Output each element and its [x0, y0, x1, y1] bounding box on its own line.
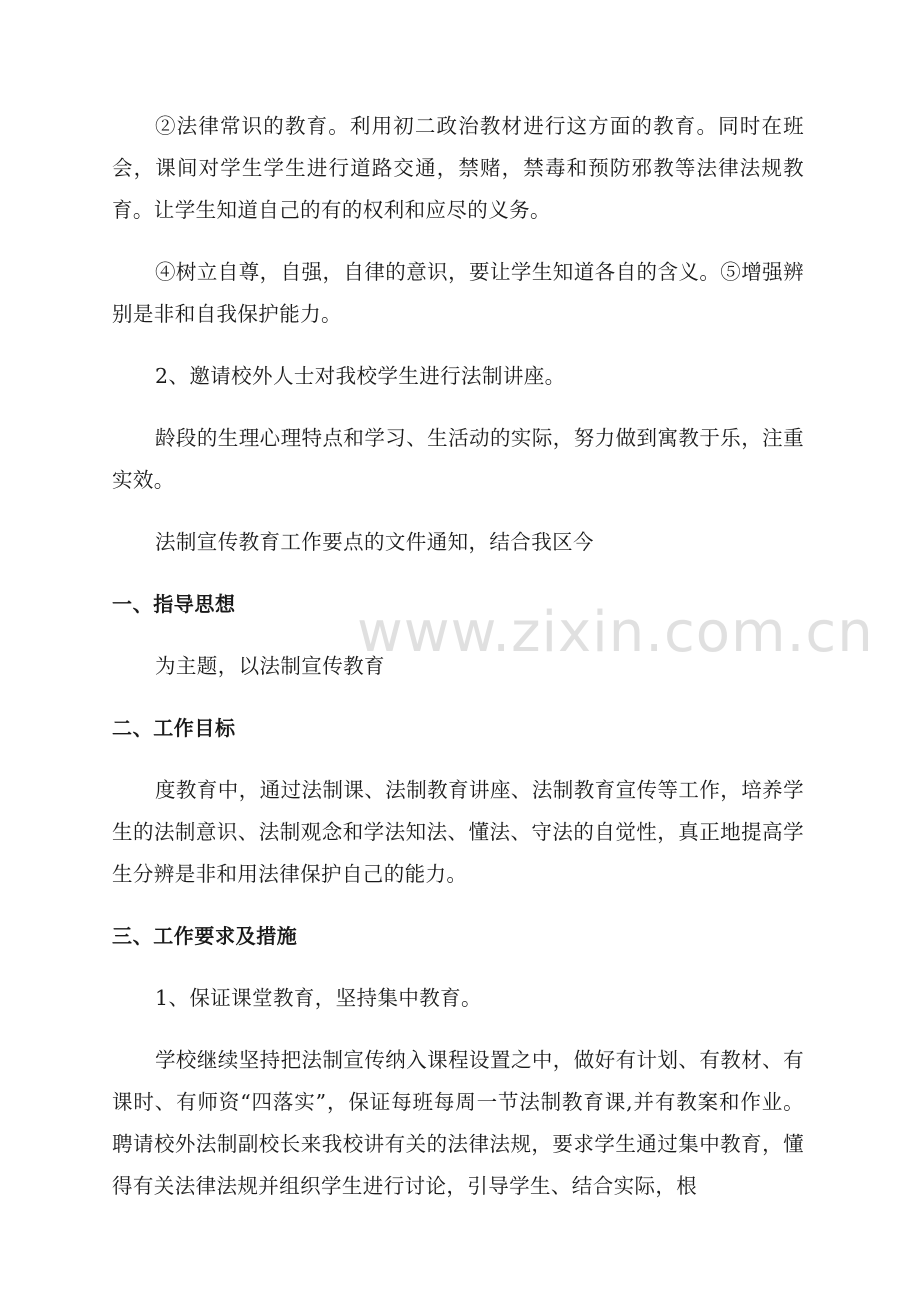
paragraph-notice: 法制宣传教育工作要点的文件通知，结合我区今 — [155, 530, 594, 554]
heading-work-goals: 二、工作目标 — [112, 716, 236, 740]
paragraph-invite-lectures: 2、邀请校外人士对我校学生进行法制讲座。 — [155, 364, 566, 388]
paragraph-legal-knowledge: ②法律常识的教育。利用初二政治教材进行这方面的教育。同时在班会，课间对学生学生进行道路交通，禁赌，禁毒和预防邪教等法律法规教育。让学生知道自己的有的权利和应尽的义务。 — [112, 114, 804, 222]
paragraph-theme: 为主题，以法制宣传教育 — [155, 654, 385, 678]
paragraph-goals: 度教育中，通过法制课、法制教育讲座、法制教育宣传等工作，培养学生的法制意识、法制观念和学法知法、懂法、守法的自觉性，真正地提高学生分辨是非和用法律保护自己的能力。 — [112, 778, 804, 886]
paragraph-age-characteristics: 龄段的生理心理特点和学习、生活动的实际，努力做到寓教于乐，注重实效。 — [112, 426, 804, 492]
watermark: www.zixin.com.cn — [357, 600, 874, 665]
heading-requirements: 三、工作要求及措施 — [112, 924, 298, 948]
paragraph-self-respect: ④树立自尊，自强，自律的意识，要让学生知道各自的含义。⑤增强辨别是非和自我保护能力。 — [112, 260, 804, 326]
heading-guiding-ideology: 一、指导思想 — [112, 592, 236, 616]
paragraph-classroom-education: 1、保证课堂教育，坚持集中教育。 — [155, 986, 482, 1010]
paragraph-curriculum: 学校继续坚持把法制宣传纳入课程设置之中，做好有计划、有教材、有课时、有师资“四落实”，保证每班每周一节法制教育课,并有教案和作业。聘请校外法制副校长来我校讲有关的法律法规，要求学生通过集中教育，懂得有关法律法规并组织学生进行讨论，引导学生、结合实际，根 — [112, 1048, 804, 1198]
